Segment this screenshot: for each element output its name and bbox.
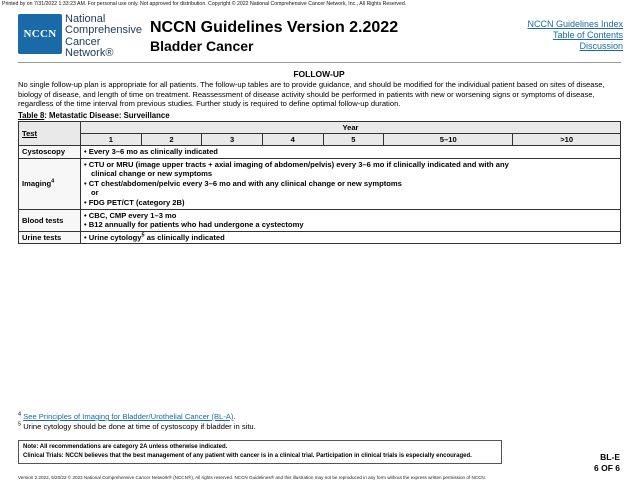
row-line: clinical change or new symptoms (91, 169, 213, 179)
note-line: Clinical Trials: NCCN believes that the best management of any patient with cancer is in a clinical trial. Participation in clinical trials is especially encouraged. (23, 453, 472, 459)
imaging-principles-link[interactable]: See Principles of Imaging for Bladder/Urothelial Cancer (BL-A) (23, 412, 234, 421)
org-line: Network® (65, 46, 114, 59)
row-line: • CT chest/abdomen/pelvic every 3–6 mo and with any clinical change or new symptoms (84, 178, 402, 188)
discussion-link[interactable]: Discussion (579, 41, 623, 51)
page-title: NCCN Guidelines Version 2.2022 (150, 19, 399, 36)
table-row (19, 209, 621, 231)
nav-links (527, 19, 623, 52)
row-line (84, 233, 617, 243)
note-box (18, 440, 502, 464)
org-name (65, 14, 142, 59)
row-line-text: • Urine cytology (84, 232, 142, 242)
guidelines-index-link[interactable]: NCCN Guidelines Index (527, 19, 623, 29)
table-of-contents-link[interactable]: Table of Contents (552, 30, 623, 40)
year-header-cell: 5 (323, 134, 384, 146)
table-row (19, 146, 621, 159)
year-header-cell: 4 (262, 134, 323, 146)
year-column-header: Year (81, 122, 621, 134)
year-header-cell: >10 (513, 134, 621, 146)
row-line: • CTU or MRU (image upper tracts + axial imaging of abdomen/pelvis) every 3–6 mo if clinically indicated and with any (84, 159, 509, 169)
row-label-blood-tests: Blood tests (19, 209, 81, 231)
row-content (81, 158, 621, 209)
table-caption (18, 111, 170, 120)
footnote-punct: . (233, 412, 236, 421)
footnotes (18, 412, 256, 431)
footnote-ref-4: 4 (51, 178, 55, 185)
footnote-5 (18, 422, 256, 432)
year-header-cell: 3 (202, 134, 263, 146)
row-line: • FDG PET/CT (category 2B) (84, 197, 185, 207)
org-line: Comprehensive (65, 24, 143, 37)
row-label-text: Imaging (22, 179, 52, 189)
page-identifier (594, 452, 620, 474)
header-divider (18, 62, 621, 63)
copyright-footer: Version 2.2022, 5/20/22 © 2022 National Comprehensive Cancer Network® (NCCN®), All rights reserved. NCCN Guidelines® and this illustration may not be reproduced in any form without the express written permission of NCCN. (18, 475, 487, 480)
table-caption-text: : Metastatic Disease: Surveillance (44, 111, 170, 120)
row-line: or (91, 188, 99, 198)
nccn-logo: NCCN (18, 14, 62, 54)
row-content (81, 231, 621, 244)
row-content (81, 146, 621, 159)
footnote-4 (18, 412, 256, 422)
page-number: 6 OF 6 (594, 463, 620, 473)
org-line: National (65, 13, 106, 25)
section-title: FOLLOW-UP (293, 69, 345, 79)
row-line-text: as clinically indicated (144, 232, 225, 242)
table-caption-label: Table 8 (18, 111, 45, 120)
footnote-ref-5: 5 (141, 232, 145, 239)
surveillance-table (18, 121, 621, 244)
table-row (19, 158, 621, 209)
year-header-cell: 2 (141, 134, 202, 146)
row-label-cystoscopy: Cystoscopy (19, 146, 81, 159)
footnote-number: 5 (18, 420, 22, 427)
year-header-cell: 5–10 (384, 134, 513, 146)
row-line: • B12 annually for patients who had undergone a cystectomy (84, 220, 304, 230)
test-column-header: Test (19, 122, 81, 146)
org-line: Cancer (65, 35, 101, 48)
note-line: Note: All recommendations are category 2A unless otherwise indicated. (23, 444, 228, 450)
row-label-urine-tests: Urine tests (19, 231, 81, 244)
footnote-number: 4 (18, 411, 22, 418)
row-content (81, 209, 621, 231)
intro-text: No single follow-up plan is appropriate for all patients. The follow-up tables are to provide guidance, and should be modified for the individual patient based on sites of disease, biology of disease, and length of time on treatment. Reassessment of disease activity should be performed in patients with new or worsening signs or symptoms of disease, regardless of the time interval from previous studies. Further study is required to define optimal follow-up duration. (18, 80, 605, 109)
year-header-cell: 1 (81, 134, 142, 146)
page-code: BL-E (600, 452, 620, 462)
footnote-text: Urine cytology should be done at time of cystoscopy if bladder in situ. (23, 421, 256, 431)
table-row (19, 231, 621, 244)
row-label-imaging (19, 158, 81, 209)
page-subtitle: Bladder Cancer (150, 38, 254, 54)
row-line: • CBC, CMP every 1–3 mo (84, 210, 177, 220)
row-line: • Every 3–6 mo as clinically indicated (84, 147, 218, 156)
print-notice: Printed by on 7/31/2022 1:33:23 AM. For personal use only. Not approved for distribution. Copyright © 2022 National Comprehensive Cancer Network, Inc., All Rights Reserved. (2, 1, 407, 7)
